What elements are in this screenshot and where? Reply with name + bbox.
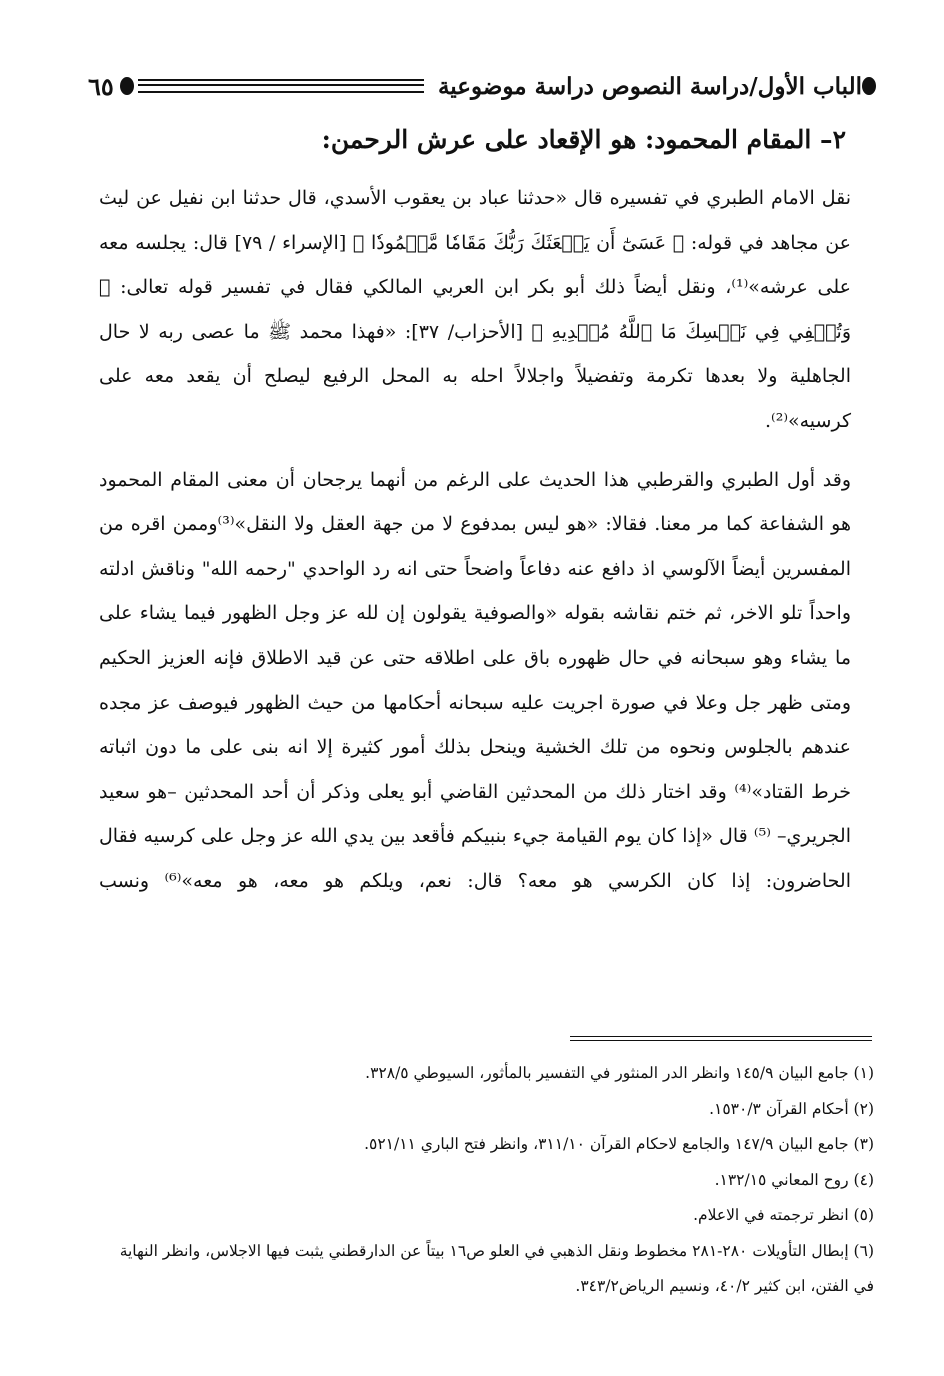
footnote-5: (٥) انظر ترجمته في الاعلام. [693, 1206, 874, 1224]
running-header [88, 62, 876, 110]
footnote-1: (١) جامع البيان ١٤٥/٩ وانظر الدر المنثور في التفسير بالمأثور، السيوطي ٣٢٨/٥. [365, 1064, 874, 1082]
ornament-knob-left [120, 77, 134, 95]
paragraph-2: وقد أول الطبري والقرطبي هذا الحديث على الرغم من أنهما يرجحان أن معنى المقام المحمود هو الشفاعة كما مر معنا. فقالا: «هو ليس بمدفوع لا من جهة العقل ولا النقل»⁽³⁾وممن اقره من المفسرين أيضاً الآلوسي اذ دافع عنه دفاعاً واضحاً حتى انه رد الواحدي "رحمه الله" وناقش ادلته واحداً تلو الاخر، ثم ختم نقاشه بقوله «والصوفية يقولون إن لله عز وجل الظهور فيما يشاء على ما يشاء وهو سبحانه في حال ظهوره باق على اطلاقه حتى عن قيد الاطلاق فإنه العزيز الحكيم ومتى ظهر جل وعلا في صورة اجريت عليه سبحانه أحكامها من حيث الظهور فيوصف عز مجده عندهم بالجلوس ونحوه من تلك الخشية وينحل بذلك أمور كثيرة إلا انه بنى على ما دون اثباته خرط القتاد»⁽⁴⁾ وقد اختار ذلك من المحدثين القاضي أبو يعلى وذكر أن أحد المحدثين –هو سعيد الجريري– ⁽⁵⁾ قال «إذا كان يوم القيامة جيء بنبيكم فأقعد بين يدي الله عز وجل على كرسيه فقال الحاضرون: إذا كان الكرسي هو معه؟ قال: نعم، ويلكم هو معه، هو معه»⁽⁶⁾ ونسب [99, 468, 851, 892]
footnote-2: (٢) أحكام القرآن ١٥٣٠/٣. [709, 1099, 874, 1118]
ornament-rule [138, 79, 424, 93]
footnote-3: (٣) جامع البيان ١٤٧/٩ والجامع لاحكام القرآن ٣١١/١٠، وانظر فتح الباري ٥٢١/١١. [364, 1135, 874, 1153]
footnotes [102, 1056, 874, 1305]
chapter-title: الباب الأول/دراسة النصوص دراسة موضوعية [437, 72, 862, 100]
paragraph-1: نقل الامام الطبري في تفسيره قال «حدثنا عباد بن يعقوب الأسدي، قال حدثنا ابن نفيل عن ليث عن مجاهد في قوله: ﴿ عَسَىٰٓ أَن يَبۡعَثَكَ رَبُّكَ مَقَامٗا مَّحۡمُودٗا ﴾ [الإسراء / ٧٩] قال: يجلسه معه على عرشه»⁽¹⁾، ونقل أيضاً ذلك أبو بكر ابن العربي المالكي فقال في تفسير قوله تعالى: ﴿ وَتُخۡفِي فِي نَفۡسِكَ مَا ٱللَّهُ مُبۡدِيهِ ﴾ [الأحزاب/ ٣٧]: «فهذا محمد ﷺ ما عصى ربه لا حال الجاهلية ولا بعدها تكرمة وتفضيلاً واجلالاً احله به المحل الرفيع ليصلح أن يقعد معه على كرسيه»⁽²⁾. [99, 187, 852, 432]
section-heading: ٢– المقام المحمود: هو الإقعاد على عرش الرحمن: [321, 125, 846, 154]
page-number: ٦٥ [88, 71, 114, 101]
footnote-4: (٤) روح المعاني ١٣٢/١٥. [714, 1170, 874, 1189]
ornament-knob-right [862, 77, 876, 95]
footnote-divider [570, 1036, 872, 1037]
body-text [99, 176, 851, 904]
footnote-6: (٦) إبطال التأويلات ٢٨٠-٢٨١ مخطوط ونقل الذهبي في العلو ص١٦ بيتاً عن الدارقطني يثبت فيها الاجلاس، وانظر النهاية في الفتن، ابن كثير ٤٠/٢، ونسيم الرياض٣٤٣/٢. [119, 1241, 874, 1295]
